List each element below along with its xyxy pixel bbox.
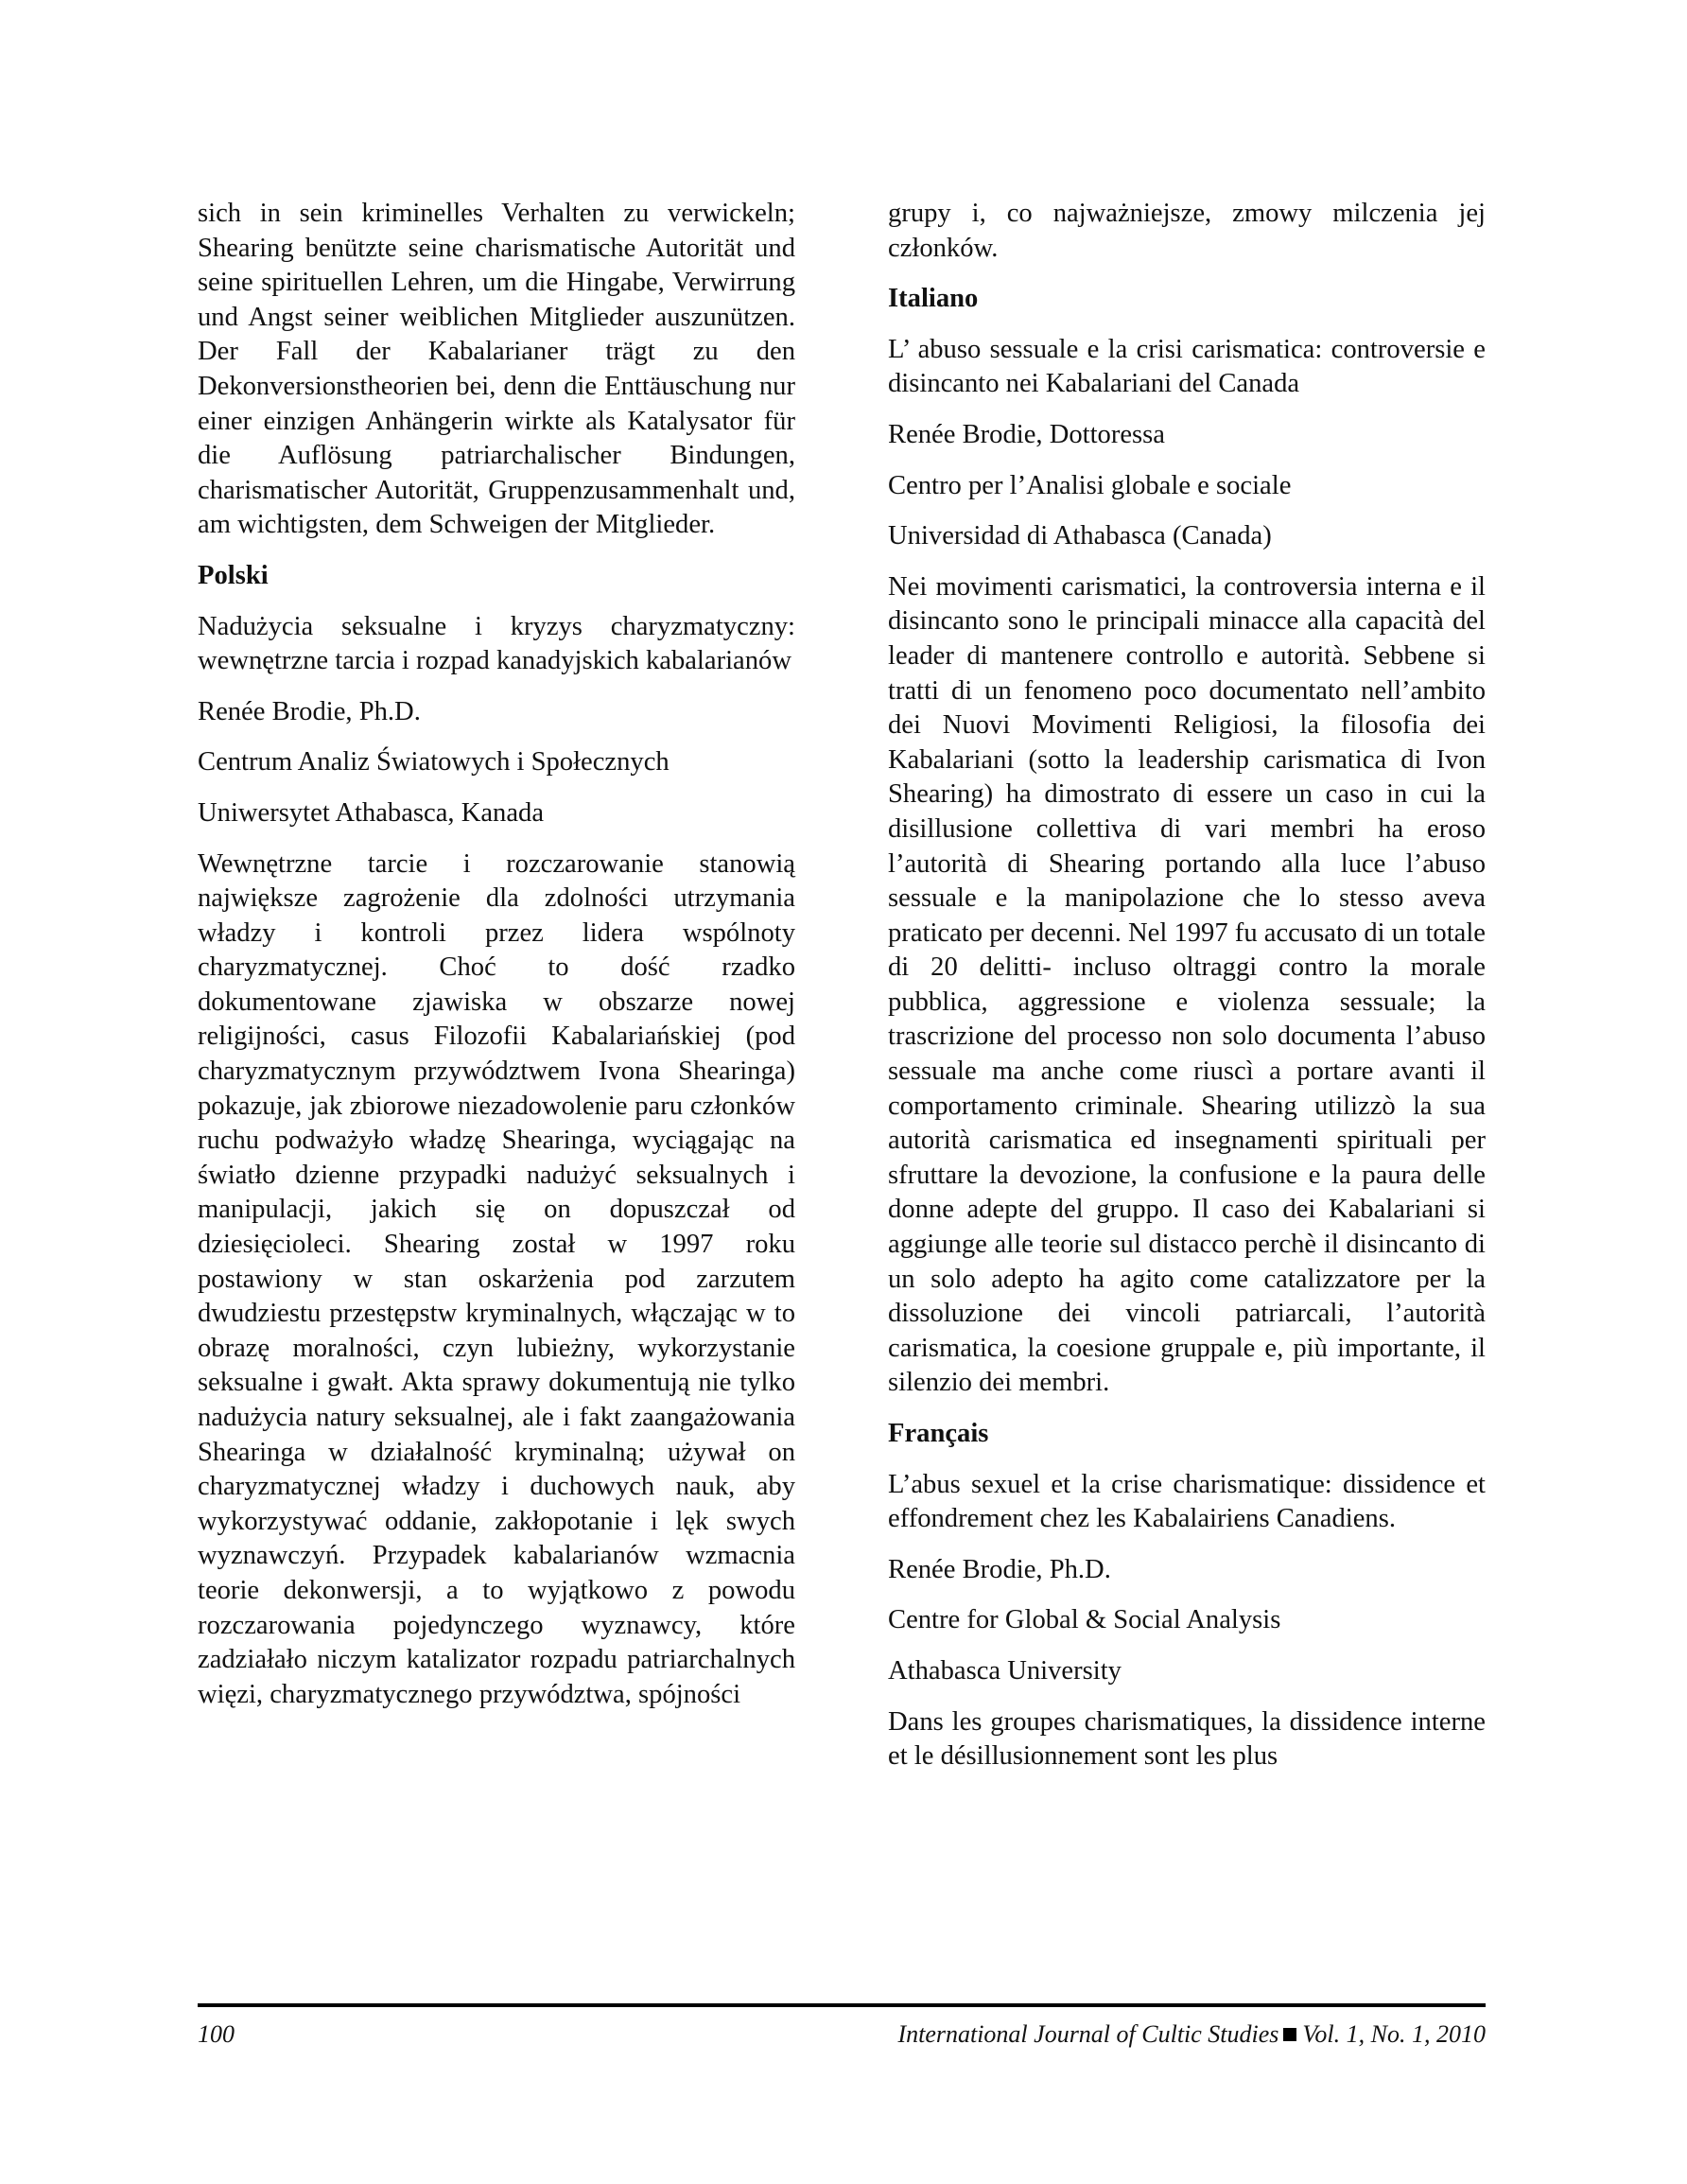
polski-title: Nadużycia seksualne i kryzys charyzmatyczny: wewnętrzne tarcia i rozpad kanadyjskich kabalarianów	[198, 611, 795, 676]
italiano-abstract: Nei movimenti carismatici, la controversia interna e il disincanto sono le principali minacce alla capacità del leader di mantenere controllo e autorità. Sebbene si tratti di un fenomeno poco documentato nell’ambito dei Nuovi Movimenti Religiosi, la filosofia dei Kabalariani (sotto la leadership carismatica di Ivon Shearing) ha dimostrato di essere un caso in cui la disillusione collettiva di vari membri ha eroso l’autorità di Shearing portando alla luce l’abuso sessuale e la manipolazione che lo stesso aveva praticato per decenni. Nel 1997 fu accusato di un totale di 20 delitti- incluso oltraggi contro la morale pubblica, aggressione e violenza sessuale; la trascrizione del processo non solo documenta l’abuso sessuale ma anche come riuscì a portare avanti il comportamento criminale. Shearing utilizzò la sua autorità carismatica ed insegnamenti spirituali per sfruttare la devozione, la confusione e la paura delle donne adepte del gruppo. Il caso dei Kabalariani si aggiunge alle teorie sul distacco perchè il disincanto di un solo adepto ha agito come catalizzatore per la dissoluzione dei vincoli patriarcali, l’autorità carismatica, la coesione gruppale e, più importante, il silenzio dei membri.	[888, 571, 1486, 1398]
section-heading-polski: Polski	[198, 560, 269, 590]
journal-issue: Vol. 1, No. 1, 2010	[1302, 2020, 1486, 2048]
polski-center: Centrum Analiz Światowych i Społecznych	[198, 747, 670, 778]
francais-university: Athabasca University	[888, 1655, 1122, 1686]
polski-author: Renée Brodie, Ph.D.	[198, 696, 421, 726]
francais-abstract: Dans les groupes charismatiques, la dissidence interne et le désillusionnement sont les plus	[888, 1706, 1486, 1772]
polski-university: Uniwersytet Athabasca, Kanada	[198, 797, 545, 828]
section-heading-francais: Français	[888, 1419, 989, 1448]
footer-rule	[198, 2003, 1486, 2007]
italiano-center: Centro per l’Analisi globale e sociale	[888, 470, 1292, 500]
journal-name: International Journal of Cultic Studies	[897, 2020, 1279, 2048]
polski-abstract: Wewnętrzne tarcie i rozczarowanie stanowią największe zagrożenie dla zdolności utrzymania władzy i kontroli przez lidera wspólnoty charyzmatycznej. Choć to dość rzadko dokumentowane zjawiska w obszarze nowej religijności, casus Filozofii Kabalariańskiej (pod charyzmatycznym przywództwem Ivona Shearinga) pokazuje, jak zbiorowe niezadowolenie paru członków ruchu podważyło władzę Shearinga, wyciągając na światło dzienne przypadki nadużyć seksualnych i manipulacji, jakich się on dopuszczał od dziesięcioleci. Shearing został w 1997 roku postawiony w stan oskarżenia pod zarzutem dwudziestu przestępstw kryminalnych, włączając w to obrazę moralności, czyn lubieżny, wykorzystanie seksualne i gwałt. Akta sprawy dokumentują nie tylko nadużycia natury seksualnej, ale i fakt zaangażowania Shearinga w działalność kryminalną; używał on charyzmatycznej władzy i duchowych nauk, aby wykorzystywać oddanie, zakłopotanie i lęk swych wyznawczyń. Przypadek kabalarianów wzmacnia teorie dekonwersji, a to wyjątkowo z powodu rozczarowania pojedynczego wyznawcy, które zadziałało niczym katalizator rozpadu patriarchalnych więzi, charyzmatycznego przywództwa, spójności	[198, 848, 795, 1709]
left-column	[198, 197, 795, 1728]
francais-center: Centre for Global & Social Analysis	[888, 1605, 1281, 1635]
francais-author: Renée Brodie, Ph.D.	[888, 1554, 1111, 1584]
polski-abstract-continuation: grupy i, co najważniejsze, zmowy milczenia jej członków.	[888, 199, 1486, 263]
section-heading-italiano: Italiano	[888, 284, 979, 314]
italiano-author: Renée Brodie, Dottoressa	[888, 419, 1166, 449]
page-number: 100	[198, 2020, 235, 2048]
german-abstract-continuation: sich in sein kriminelles Verhalten zu verwickeln; Shearing benützte seine charismatische Autorität und seine spirituellen Lehren, um die Hingabe, Verwirrung und Angst seiner weiblichen Mitglieder auszunützen. Der Fall der Kabalarianer trägt zu den Dekonversionstheorien bei, denn die Enttäuschung nur einer einzigen Anhängerin wirkte als Katalysator für die Auflösung patriarchalischer Bindungen, charismatischer Autorität, Gruppenzusammenhalt und, am wichtigsten, dem Schweigen der Mitglieder.	[198, 199, 795, 540]
italiano-university: Universidad di Athabasca (Canada)	[888, 521, 1272, 551]
square-bullet-icon	[1283, 2028, 1296, 2041]
francais-title: L’abus sexuel et la crise charismatique: dissidence et effondrement chez les Kabalairiens Canadiens.	[888, 1469, 1486, 1534]
italiano-title: L’ abuso sessuale e la crisi carismatica: controversie e disincanto nei Kabalariani del Canada	[888, 334, 1486, 399]
right-column	[888, 197, 1486, 1791]
journal-citation	[897, 2018, 1486, 2051]
